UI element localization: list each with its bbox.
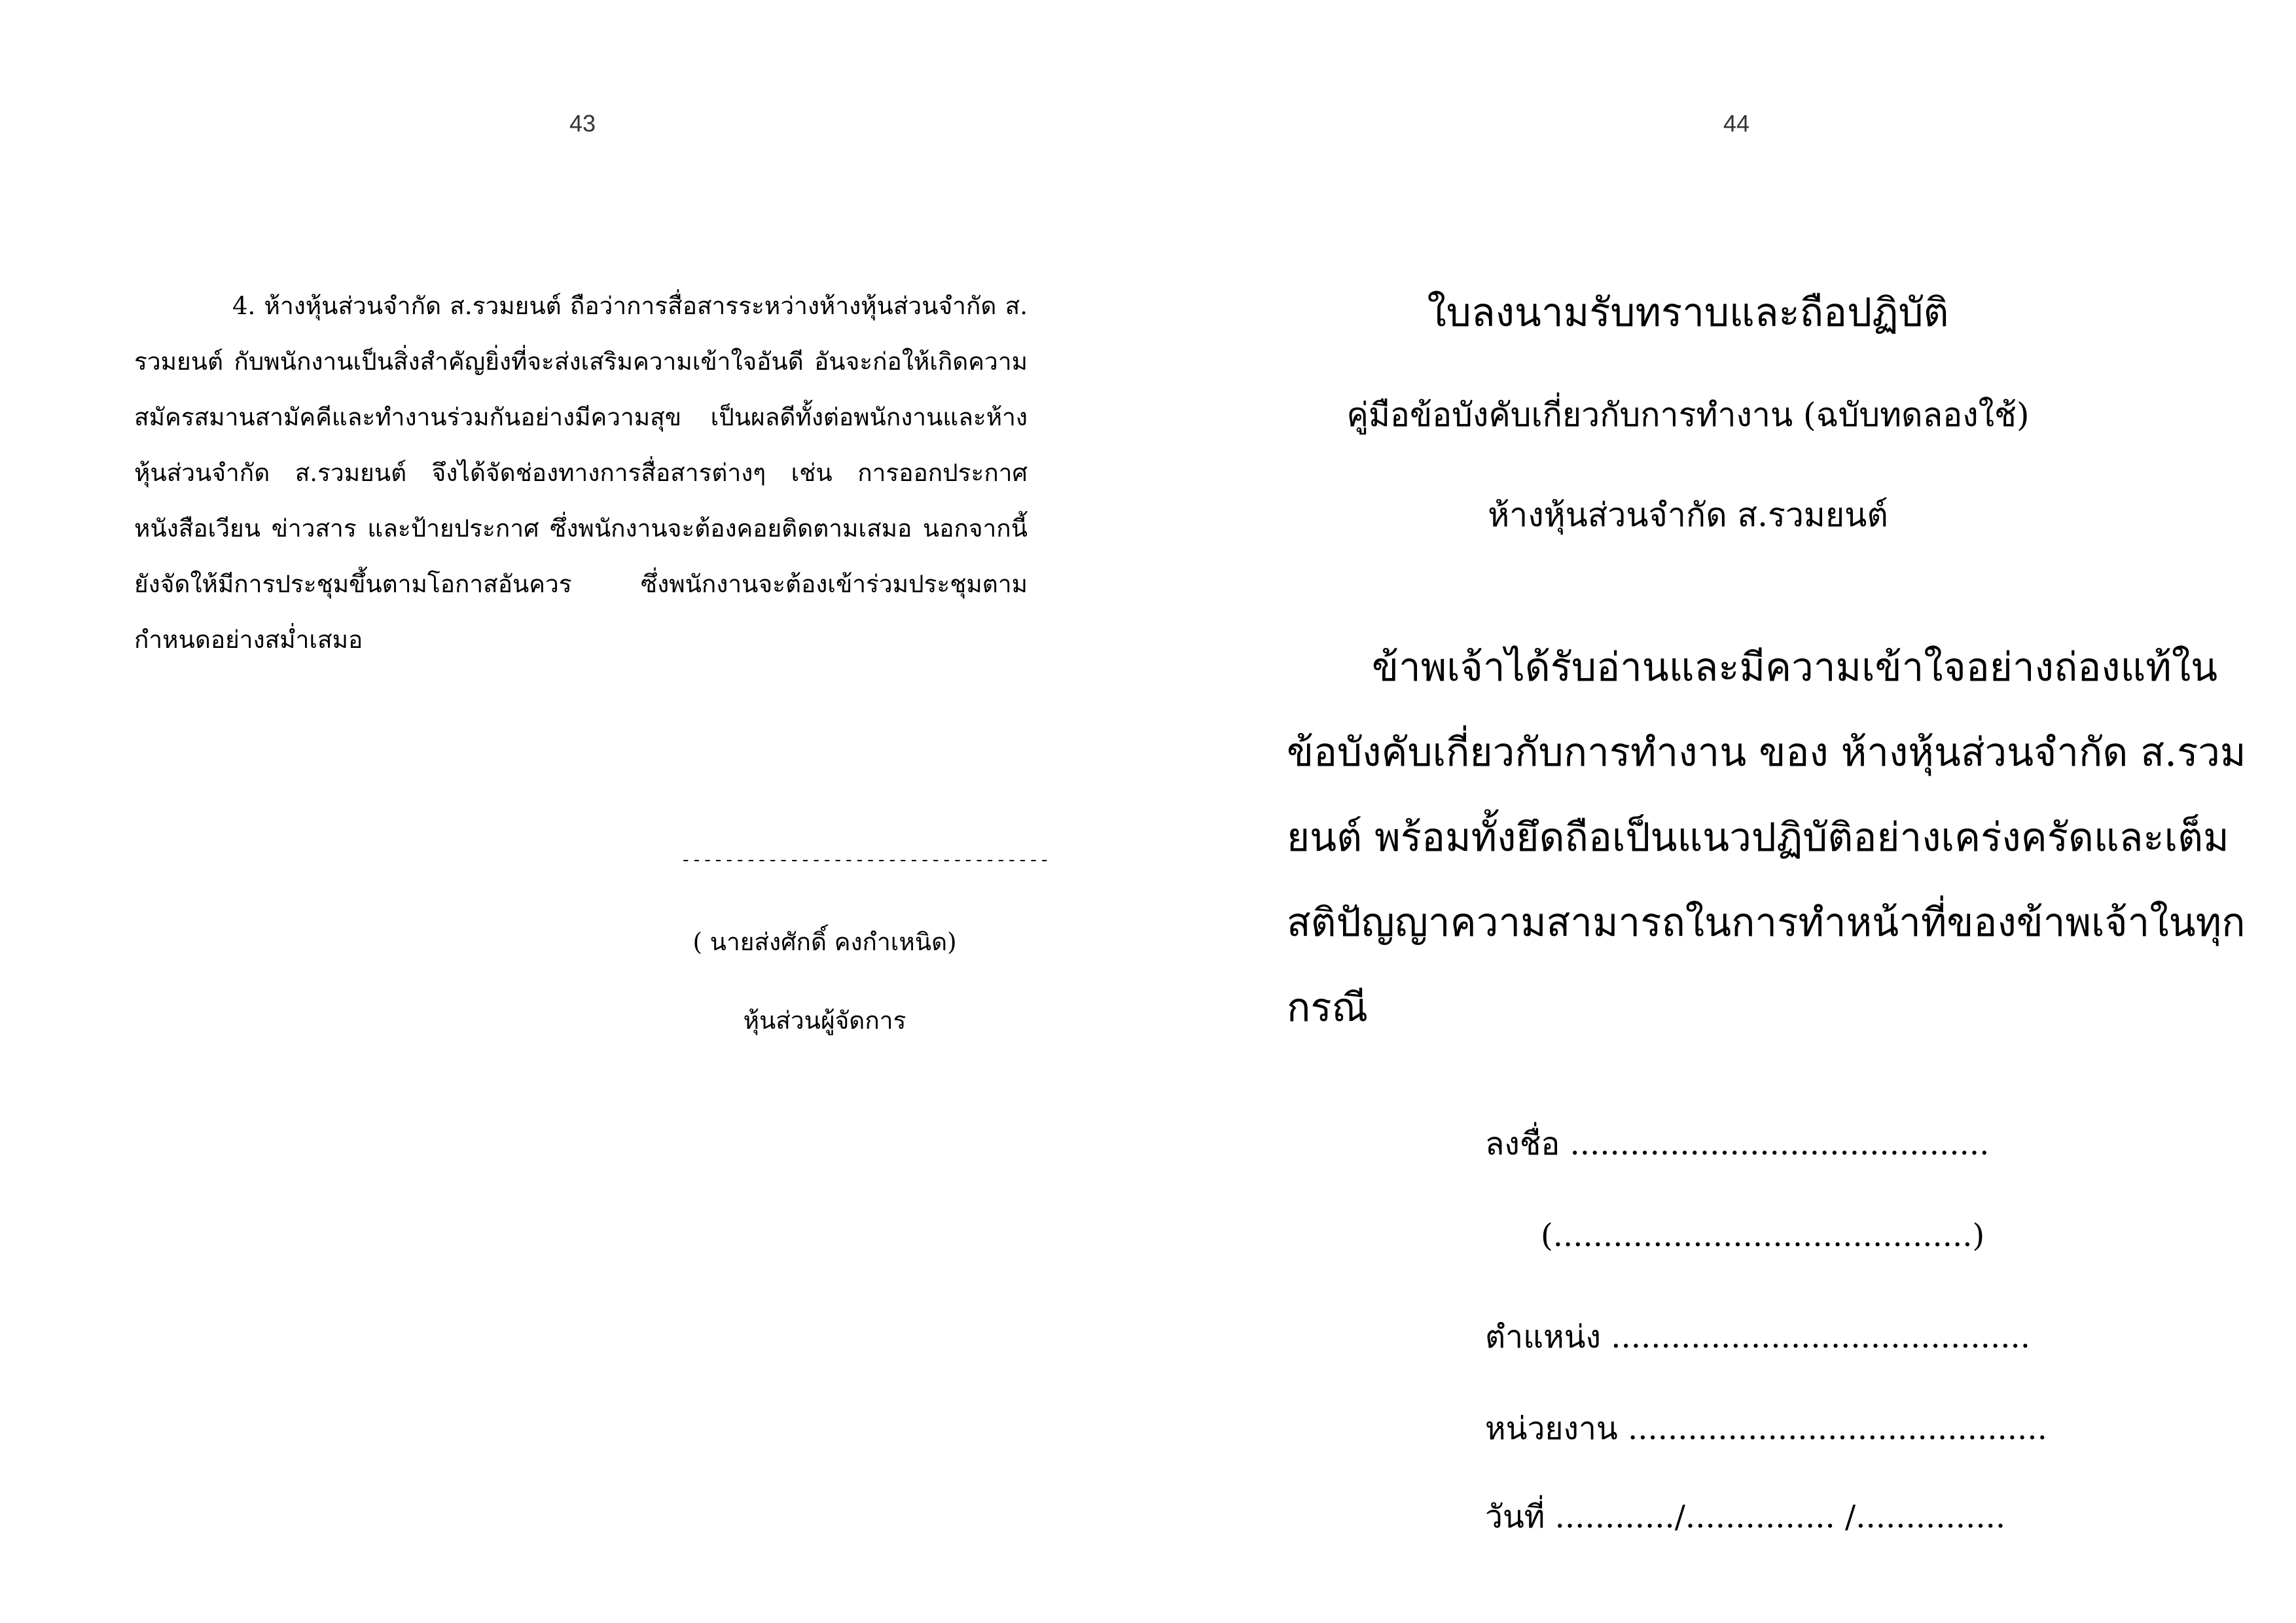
body-line: สมัครสมานสามัคคีและทำงานร่วมกันอย่างมีความสุข เป็นผลดีทั้งต่อพนักงานและห้าง: [134, 403, 1028, 431]
page-number: 44: [1723, 110, 1750, 137]
right-page: [1148, 0, 2296, 1623]
position-field: ตำแหน่ง ..........................................: [1485, 1319, 2031, 1355]
body-line: หนังสือเวียน ข่าวสาร และป้ายประกาศ ซึ่งพนักงานจะต้องคอยติดตามเสมอ นอกจากนี้: [134, 514, 1028, 543]
date-field: วันที่ ............/............... /...............: [1485, 1499, 2006, 1535]
page-number: 43: [569, 110, 596, 137]
company-name: ห้างหุ้นส่วนจำกัด ส.รวมยนต์: [1488, 496, 1888, 534]
acknowledgement-statement: [1287, 625, 2246, 1050]
department-field: หน่วยงาน ..........................................: [1485, 1410, 2047, 1447]
communication-clause: [134, 278, 1028, 668]
form-subtitle: คู่มือข้อบังคับเกี่ยวกับการทำงาน (ฉบับทดลองใช้): [1346, 396, 2030, 434]
body-line: หุ้นส่วนจำกัด ส.รวมยนต์ จึงได้จัดช่องทางการสื่อสารต่างๆ เช่น การออกประกาศ: [134, 459, 1028, 487]
signatory-name: ( นายส่งศักดิ์ คงกำเหนิด): [692, 928, 957, 956]
body-line: กรณี: [1287, 985, 1369, 1031]
signatory-title: หุ้นส่วนผู้จัดการ: [743, 1007, 906, 1035]
body-line: ข้อบังคับเกี่ยวกับการทำงาน ของ ห้างหุ้นส่วนจำกัด ส.รวม: [1287, 730, 2246, 776]
body-line: กำหนดอย่างสม่ำเสมอ: [134, 626, 363, 654]
body-line: รวมยนต์ กับพนักงานเป็นสิ่งสำคัญยิ่งที่จะส่งเสริมความเข้าใจอันดี อันจะก่อให้เกิดความ: [134, 348, 1028, 376]
signature-line: ----------------------------------: [681, 851, 1050, 870]
signature-field: ลงชื่อ ..........................................: [1485, 1126, 1990, 1162]
body-line: 4. ห้างหุ้นส่วนจำกัด ส.รวมยนต์ ถือว่าการสื่อสารระหว่างห้างหุ้นส่วนจำกัด ส.: [232, 292, 1028, 320]
body-line: สติปัญญาความสามารถในการทำหน้าที่ของข้าพเจ้าในทุก: [1287, 900, 2246, 946]
body-line: ยนต์ พร้อมทั้งยึดถือเป็นแนวปฏิบัติอย่างเคร่งครัดและเต็ม: [1287, 815, 2229, 861]
body-line: ยังจัดให้มีการประชุมขึ้นตามโอกาสอันควร ซึ่งพนักงานจะต้องเข้าร่วมประชุมตาม: [134, 570, 1028, 598]
body-line: ข้าพเจ้าได้รับอ่านและมีความเข้าใจอย่างถ่องแท้ใน: [1372, 645, 2218, 690]
form-title: ใบลงนามรับทราบและถือปฏิบัติ: [1427, 290, 1949, 336]
name-field: (..........................................): [1541, 1217, 1985, 1254]
